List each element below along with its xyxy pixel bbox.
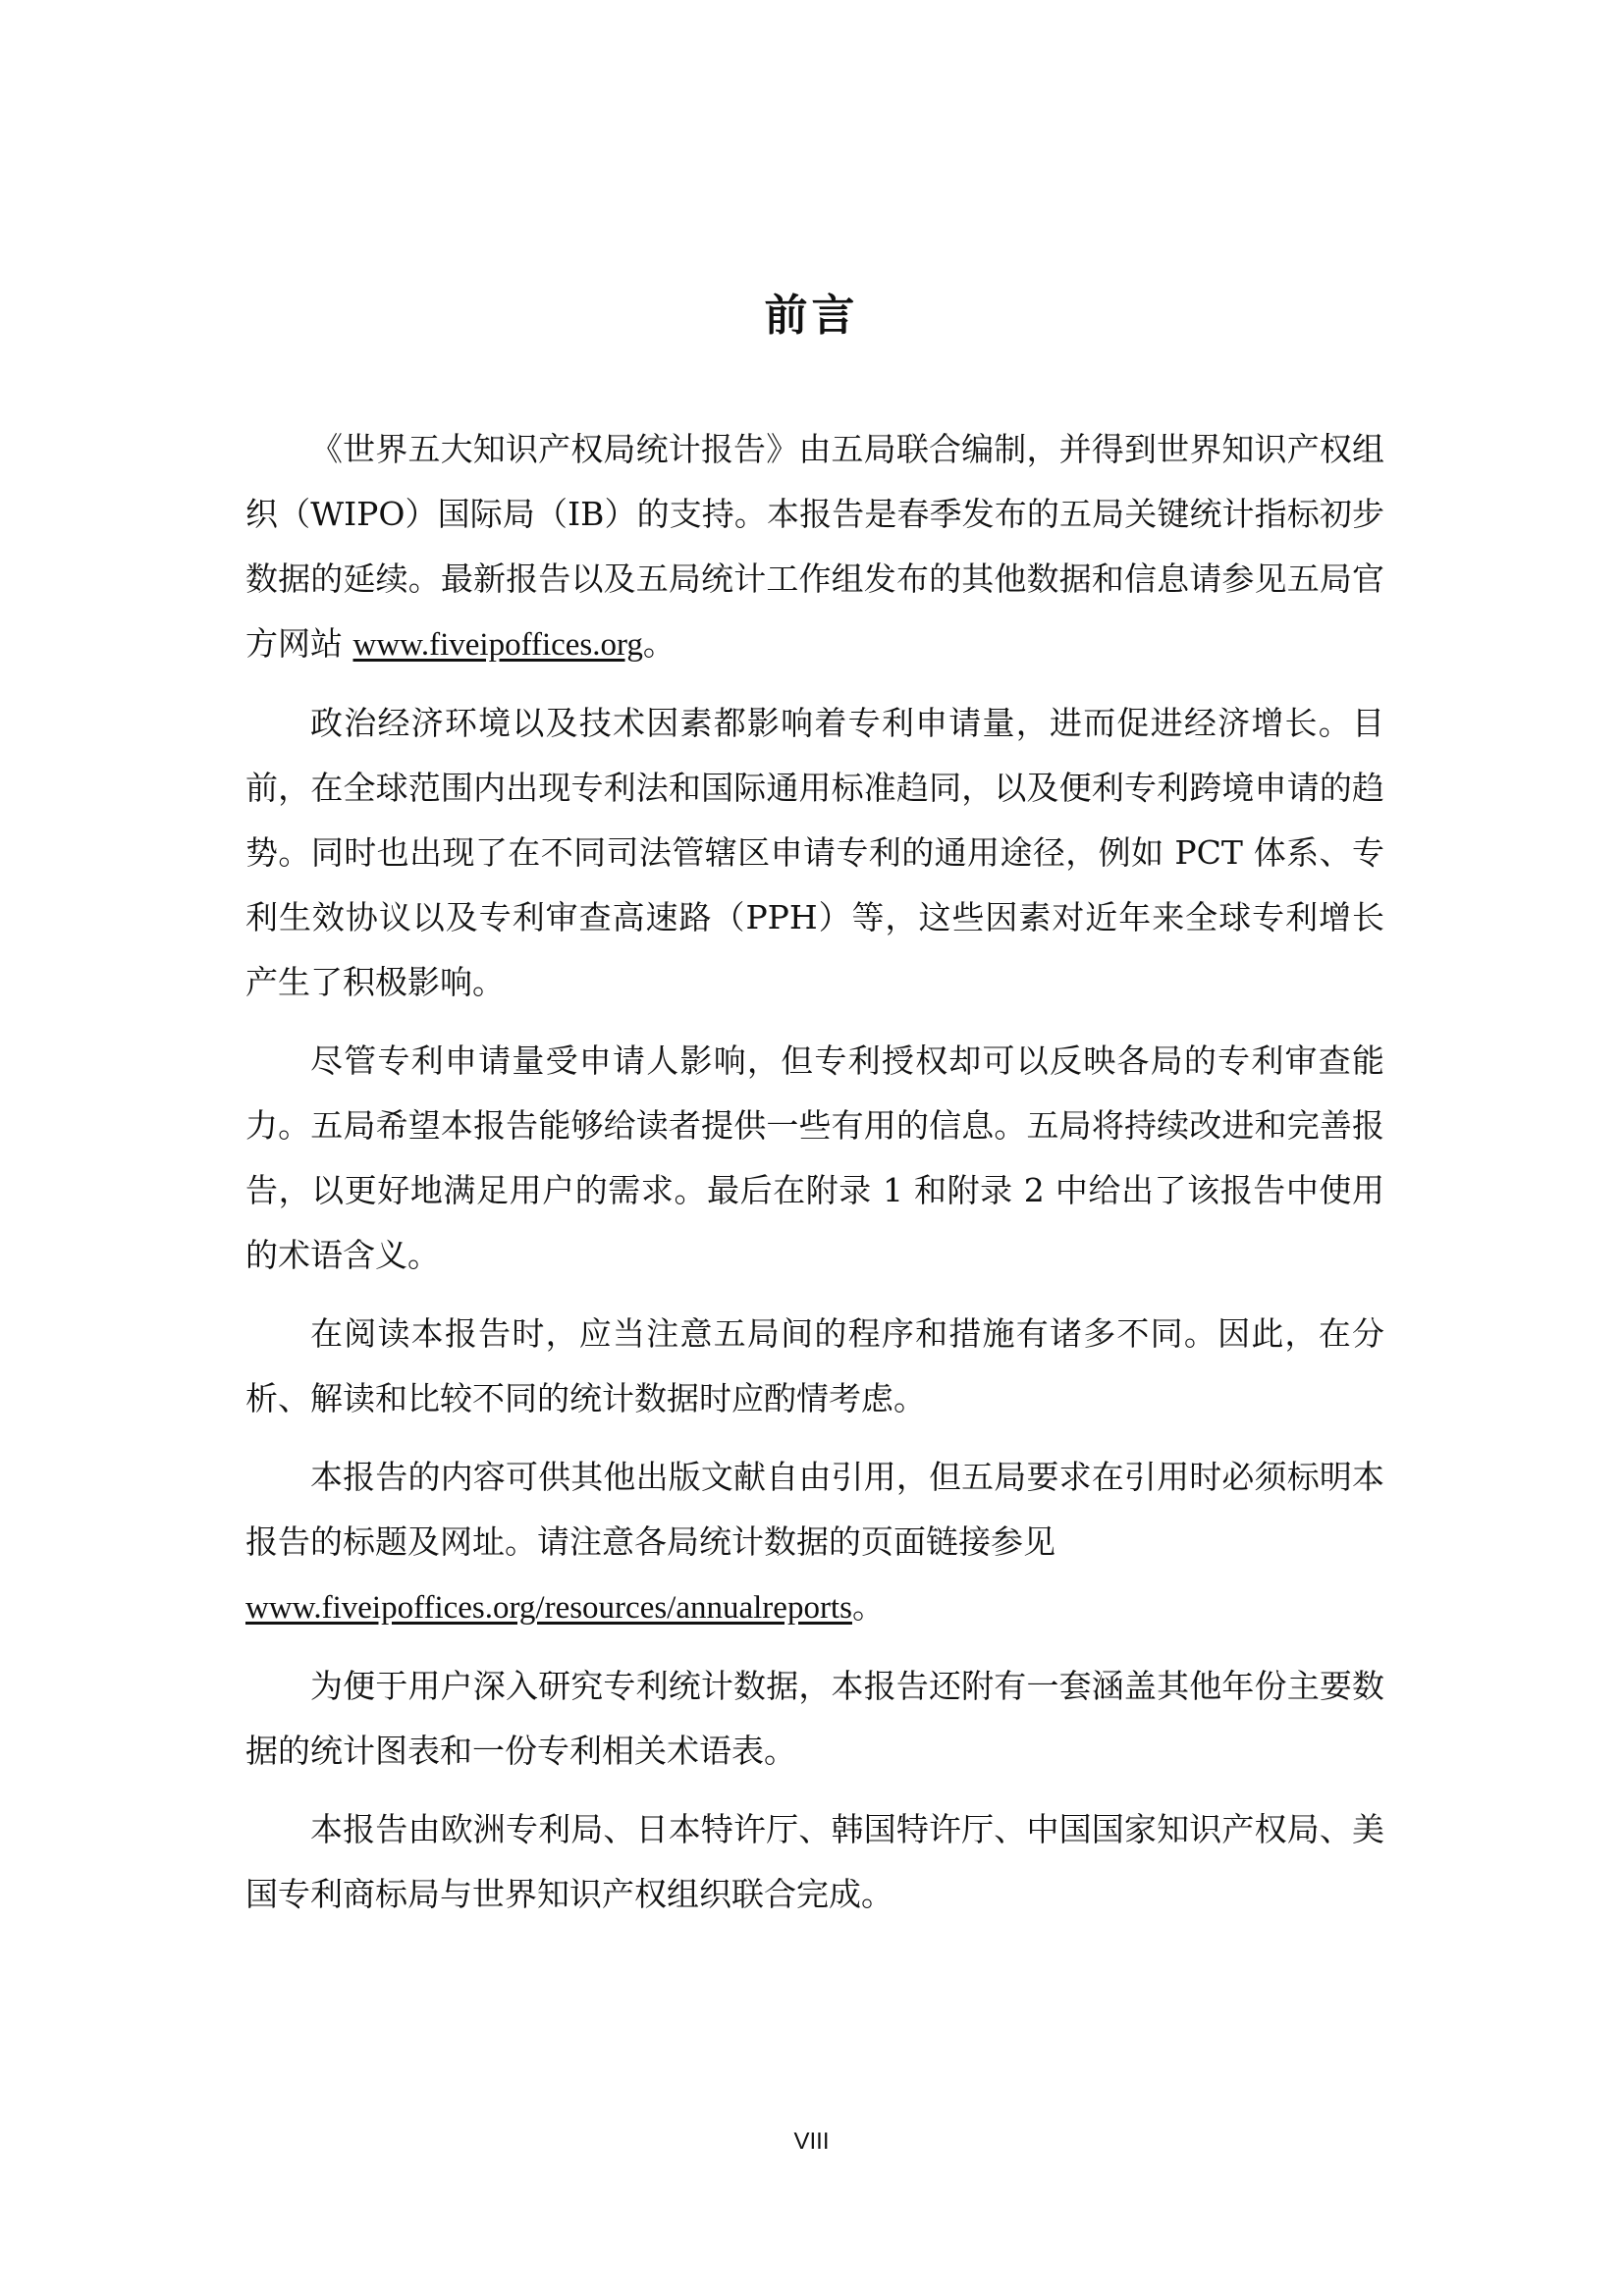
paragraph-text: 为便于用户深入研究专利统计数据，本报告还附有一套涵盖其他年份主要数据的统计图表和一份专利相关术语表。 — [245, 1667, 1384, 1770]
paragraph-suffix: 。 — [642, 624, 676, 663]
paragraph-grants — [245, 1029, 1384, 1288]
paragraph-text: 《世界五大知识产权局统计报告》由五局联合编制，并得到世界知识产权组织（WIPO）国际局（IB）的支持。本报告是春季发布的五局关键统计指标初步数据的延续。最新报告以及五局统计工作组发布的其他数据和信息请参见五局官方网站 — [245, 430, 1384, 663]
paragraph-environment — [245, 691, 1384, 1015]
paragraph-suffix: 。 — [851, 1587, 885, 1626]
paragraph-text: 政治经济环境以及技术因素都影响着专利申请量，进而促进经济增长。目前，在全球范围内出现专利法和国际通用标准趋同，以及便利专利跨境申请的趋势。同时也出现了在不同司法管辖区申请专利的通用途径，例如 PCT 体系、专利生效协议以及专利审查高速路（PPH）等，这些因素对近年来全球专利增长产生了积极影响。 — [245, 704, 1384, 1001]
paragraph-appendix — [245, 1654, 1384, 1784]
paragraph-text: 本报告由欧洲专利局、日本特许厅、韩国特许厅、中国国家知识产权局、美国专利商标局与世界知识产权组织联合完成。 — [245, 1810, 1384, 1913]
paragraph-intro — [245, 417, 1384, 677]
paragraph-citation — [245, 1445, 1384, 1640]
page-number: VIII — [793, 2128, 830, 2155]
document-body — [245, 417, 1384, 1941]
paragraph-authors — [245, 1797, 1384, 1927]
website-link[interactable]: www.fiveipoffices.org — [352, 627, 643, 663]
annual-reports-link[interactable]: www.fiveipoffices.org/resources/annualreports — [245, 1590, 852, 1626]
page-title: 前言 — [764, 291, 859, 341]
paragraph-text: 在阅读本报告时，应当注意五局间的程序和措施有诸多不同。因此，在分析、解读和比较不同的统计数据时应酌情考虑。 — [245, 1314, 1384, 1417]
paragraph-text: 本报告的内容可供其他出版文献自由引用，但五局要求在引用时必须标明本报告的标题及网址。请注意各局统计数据的页面链接参见 — [245, 1458, 1384, 1561]
paragraph-text: 尽管专利申请量受申请人影响，但专利授权却可以反映各局的专利审查能力。五局希望本报告能够给读者提供一些有用的信息。五局将持续改进和完善报告，以更好地满足用户的需求。最后在附录 1 和附录 2 中给出了该报告中使用的术语含义。 — [245, 1041, 1384, 1274]
paragraph-caution — [245, 1302, 1384, 1431]
